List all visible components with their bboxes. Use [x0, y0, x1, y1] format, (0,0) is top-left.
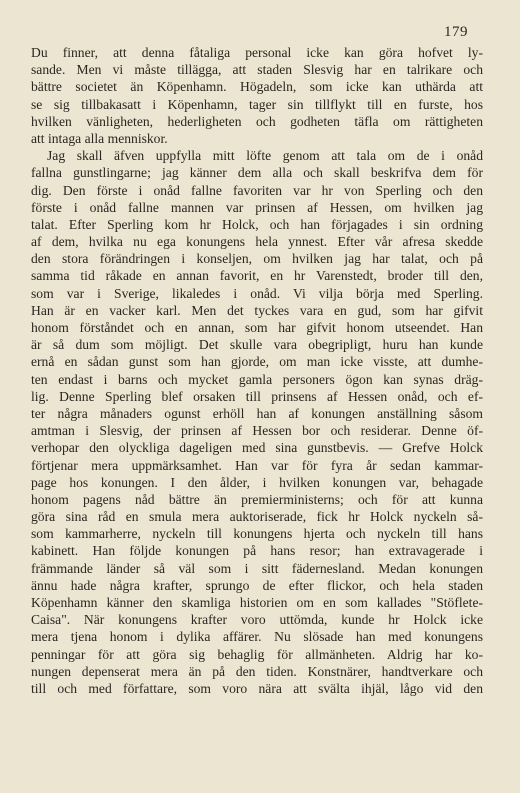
text-line: sande. Men vi måste tillägga, att staden Slesvig har en talrikare och: [31, 62, 483, 78]
text-line: till och med författare, som voro nära att svälta ihjäl, lågo vid den: [31, 680, 483, 696]
text-line: hvilken vänligheten, hederligheten och godheten täfla om rättigheten: [31, 113, 483, 129]
text-line: kabinett. Han följde konungen på hans resor; han extravagerade i: [31, 543, 483, 559]
text-line: främmande länder så väl som i sitt fädernesland. Medan konungen: [31, 560, 483, 576]
text-line: page hos konungen. I den ålder, i hvilken konungen var, behagade: [31, 474, 483, 490]
text-line: göra sina råd en smula mera auktoriserade, fick hr Holck nyckeln så-: [31, 509, 483, 525]
text-line: ännu hade några krafter, sprungo de efter flickor, och hela staden: [31, 577, 483, 593]
text-line: den stora förändringen i konseljen, om hvilken jag har talat, och på: [31, 251, 483, 267]
page-number: 179: [444, 24, 468, 40]
text-line: ernå en sådan gunst som han gjorde, om man icke visste, att dumhe-: [31, 354, 483, 370]
text-line: nungen depenserat mera än på den tiden. Konstnärer, handtverkare och: [31, 663, 483, 679]
text-line: Jag skall äfven uppfylla mitt löfte genom att tala om de i onåd: [47, 148, 483, 164]
text-line: Han är en vacker karl. Men det tyckes vara en gud, som har gifvit: [31, 302, 483, 318]
text-line: dig. Den förste i onåd fallne favoriten var hr von Sperling och den: [31, 182, 483, 198]
text-line: lig. Denne Sperling blef orsaken till prinsens af Hessen onåd, och ef-: [31, 388, 483, 404]
text-line: förtjenar mera uppmärksamhet. Han var för fyra år sedan kammar-: [31, 457, 483, 473]
text-line: bättre societet än Köpenhamn. Högadeln, som icke kan uthärda att: [31, 79, 483, 95]
text-line: af dem, hvilka nu ega konungens hela ynnest. Efter vår afresa skedde: [31, 234, 483, 250]
text-line: fallna gunstlingarne; jag känner dem alla och skall beskrifva dem för: [31, 165, 483, 181]
text-line: är så dum som möjligt. Det skulle vara obegripligt, huru han kunde: [31, 337, 483, 353]
text-line: se sig tillbakasatt i Köpenhamn, tager sin tillflykt till en furste, hos: [31, 96, 483, 112]
text-line: som kammarherre, nyckeln till konungens hjerta och nyckeln till hans: [31, 526, 483, 542]
text-line: samma tid råkade en annan favorit, en hr Varenstedt, broder till den,: [31, 268, 483, 284]
text-line: honom förståndet och en annan, som har gifvit honom utseendet. Han: [31, 320, 483, 335]
text-line: ter några månaders ogunst erhöll han af konungen anställning såsom: [31, 405, 483, 421]
text-line: talat. Efter Sperling kom hr Holck, och han förjagades i sin ordning: [31, 216, 483, 232]
text-line: att intaga alla menniskor.: [31, 130, 168, 146]
text-line: Köpenhamn känner den skamliga historien om en som kallades "Stöflete-: [31, 595, 483, 610]
text-line: Caisa". När konungens krafter voro uttömda, kunde hr Holck icke: [31, 612, 483, 628]
text-line: amtman i Slesvig, der prinsen af Hessen bor och residerar. Denne öf-: [31, 423, 483, 439]
body-text: [31, 44, 483, 697]
text-line: penningar för att göra sig behaglig för allmänheten. Aldrig har ko-: [31, 646, 483, 662]
text-line: verhopar den olyckliga dageligen med sina gunstbevis. — Grefve Holck: [31, 440, 483, 456]
text-line: som var i Sverige, likaledes i onåd. Vi vilja börja med Sperling.: [31, 285, 483, 301]
text-line: honom pagens nåd bättre än premierministerns; och för att kunna: [31, 491, 483, 507]
text-line: mera tjena honom i dylika affärer. Nu slösade han med konungens: [31, 629, 483, 645]
text-line: förste i onåd fallne mannen var prinsen af Hessen, om hvilken jag: [31, 199, 483, 215]
text-line: Du finner, att denna fåtaliga personal icke kan göra hofvet ly-: [31, 45, 483, 60]
text-line: ten endast i barns och mycket gamla personers ögon kan synas dräg-: [31, 371, 483, 387]
